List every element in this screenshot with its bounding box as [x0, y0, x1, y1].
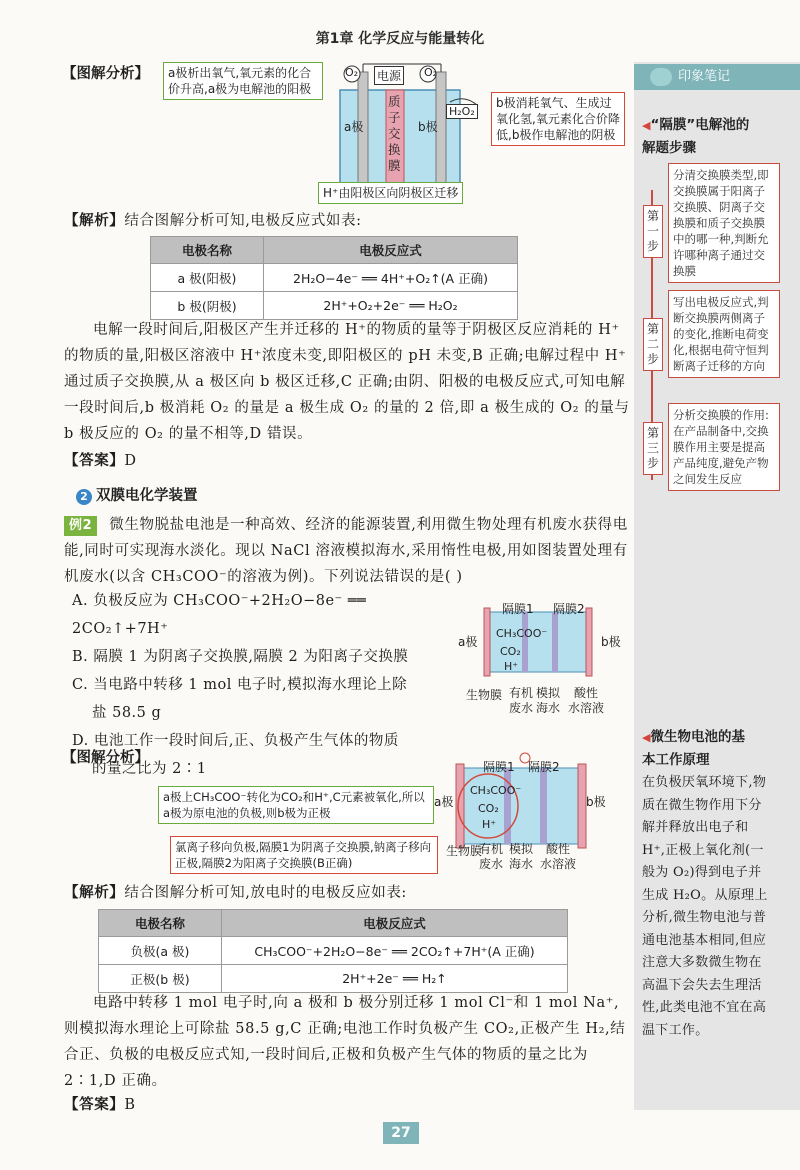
option-d: D. 电池工作一段时间后,正、负极产生气体的物质 [72, 733, 399, 749]
triangle-icon: ◀ [642, 119, 651, 132]
fig1-ch3coo: CH₃COO⁻ [496, 627, 548, 640]
table-row: a 极(阳极) 2H₂O−4e⁻ ══ 4H⁺+O₂↑(A 正确) [151, 264, 518, 292]
step-3-label: 第 三 步 [643, 422, 663, 475]
membrane1-label: 隔膜1 [502, 602, 534, 616]
reaction-table-2: 电极名称 电极反应式 负极(a 极) CH₃COO⁻+2H₂O−8e⁻ ══ 2CO₂↑+7H⁺(A 正确) 正极(b 极) 2H⁺+2e⁻ ══ H₂↑ [98, 909, 568, 993]
o2-right: O₂ [424, 66, 438, 79]
analysis-tag-2: 【图解分析】 [62, 750, 149, 766]
step-1-label: 第 一 步 [643, 205, 663, 258]
table-row: 正极(b 极) 2H⁺+2e⁻ ══ H₂↑ [99, 965, 568, 993]
answer-2: 【答案】B [64, 1097, 136, 1113]
fig2-organic: 有机 废水 [479, 842, 504, 871]
membrane2-label: 隔膜2 [553, 602, 585, 616]
example-label: 例2 [64, 516, 97, 536]
fig2-ch3coo: CH₃COO⁻ [470, 784, 522, 797]
fig2-b: b极 [586, 795, 606, 809]
answer-1: 【答案】D [64, 453, 137, 469]
table-row: b 极(阴极) 2H⁺+O₂+2e⁻ ══ H₂O₂ [151, 292, 518, 320]
callout-cathode: b极消耗氧气、生成过氧化氢,氧元素化合价降低,b极作电解池的阴极 [491, 92, 625, 146]
proton-membrane: 质子交换膜 [388, 94, 401, 173]
fig1-h: H⁺ [504, 660, 519, 673]
fig1-acid: 酸性 水溶液 [568, 686, 605, 715]
sidebar-section2-body: 在负极厌氧环境下,物质在微生物作用下分解并释放出电子和 H⁺,正极上氧化剂(一般为 O₂)得到电子并生成 H₂O。从原理上分析,微生物电池与普通电池基本相同,但应注意大多数微生物在高温下会失去生理活性,此类电池不宜在高温下工作。 [642, 775, 768, 1038]
paragraph-2: 电路中转移 1 mol 电子时,向 a 极和 b 极分别迁移 1 mol Cl⁻和 1 mol Na⁺,则模拟海水理论上可除盐 58.5 g,C 正确;电池工作时负极产生 CO₂,正极产生 H₂,结合正、负极的电极反应式知,一段时间后,正极和负极产生气体的物质的量之比为 2∶1,D 正确。 [64, 995, 626, 1089]
fig2-h: H⁺ [482, 818, 497, 831]
o2-left: O₂ [345, 66, 359, 79]
step-3-text: 分析交换膜的作用:在产品制备中,交换膜作用主要是提高产品纯度,避免产物之间发生反应 [668, 403, 780, 491]
electrode-a: a极 [344, 120, 364, 134]
fig2-biofilm: 生物膜 [446, 844, 483, 858]
option-b: B. 隔膜 1 为阴离子交换膜,隔膜 2 为阳离子交换膜 [72, 649, 409, 665]
sidebar-section2-title: ◀微生物电池的基 本工作原理 [642, 729, 745, 768]
fig1-biofilm: 生物膜 [466, 688, 503, 702]
jiexi-2: 【解析】结合图解分析可知,放电时的电极反应如表: [64, 885, 407, 901]
h2o2-label: H₂O₂ [446, 104, 478, 119]
callout-anode: a极析出氧气,氧元素的化合价升高,a极为电解池的阳极 [163, 62, 323, 100]
section2-title: 2 双膜电化学装置 [76, 484, 198, 505]
example2-question: 例2 微生物脱盐电池是一种高效、经济的能源装置,利用微生物处理有机废水获得电能,同时可实现海水淡化。现以 NaCl 溶液模拟海水,采用惰性电极,用如图装置处理有机废水(以含 CH₃COO⁻的溶液为例)。下列说法错误的是( ) [64, 517, 628, 585]
reaction-table-1: 电极名称 电极反应式 a 极(阳极) 2H₂O−4e⁻ ══ 4H⁺+O₂↑(A 正确) b 极(阴极) 2H⁺+O₂+2e⁻ ══ H₂O₂ [150, 236, 518, 320]
elephant-icon [650, 68, 672, 86]
fig2-seawater: 模拟 海水 [509, 842, 534, 871]
membrane1-label-2: 隔膜1 [483, 760, 515, 774]
callout-proton: H⁺由阳极区向阴极区迁移 [318, 182, 463, 204]
page-number: 27 [383, 1122, 419, 1144]
sidebar-section1-title: ◀“隔膜”电解池的 解题步骤 [642, 117, 750, 156]
fig2-acid: 酸性 水溶液 [540, 842, 577, 871]
callout-ions: 氯离子移向负极,隔膜1为阴离子交换膜,钠离子移向正极,隔膜2为阳离子交换膜(B正确) [170, 836, 438, 874]
fig2-co2: CO₂ [478, 802, 499, 815]
fig1-co2: CO₂ [500, 645, 521, 658]
option-d-cont: 的量之比为 2∶1 [92, 761, 207, 777]
step-2-label: 第 二 步 [643, 318, 663, 371]
option-c: C. 当电路中转移 1 mol 电子时,模拟海水理论上除 [72, 677, 408, 693]
option-a: A. 负极反应为 CH₃COO⁻+2H₂O−8e⁻ ══ 2CO₂↑+7H⁺ [72, 593, 367, 637]
jiexi-1: 【解析】结合图解分析可知,电极反应式如表: [64, 213, 362, 229]
table-row: 负极(a 极) CH₃COO⁻+2H₂O−8e⁻ ══ 2CO₂↑+7H⁺(A 正确) [99, 937, 568, 965]
electrode-b: b极 [418, 120, 438, 134]
fig2-a: a极 [434, 795, 454, 809]
callout-negative: a极上CH₃COO⁻转化为CO₂和H⁺,C元素被氧化,所以a极为原电池的负极,则b极为正极 [158, 786, 434, 824]
analysis-tag: 【图解分析】 [62, 66, 149, 82]
notes-title-bar [634, 64, 800, 90]
fig1-organic: 有机 废水 [509, 686, 534, 715]
membrane2-label-2: 隔膜2 [528, 760, 560, 774]
step-1-text: 分清交换膜类型,即交换膜属于阳离子交换膜、阴离子交换膜和质子交换膜中的哪一种,判断允许哪种离子通过交换膜 [668, 163, 780, 283]
triangle-icon: ◀ [642, 731, 651, 744]
paragraph-1: 电解一段时间后,阳极区产生并迁移的 H⁺的物质的量等于阴极区反应消耗的 H⁺的物质的量,阳极区溶液中 H⁺浓度未变,即阳极区的 pH 未变,B 正确;电解过程中 H⁺通过质子交换膜,从 a 极区向 b 极区迁移,C 正确;由阴、阳极的电极反应式,可知电解一段时间后,b 极消耗 O₂ 的量是 a 极生成 O₂ 的量的 2 倍,即 a 极生成的 O₂ 的量与 b 极反应的 O₂ 的量不相等,D 错误。 [64, 322, 630, 442]
fig1-b: b极 [601, 635, 621, 649]
option-c-cont: 盐 58.5 g [92, 705, 162, 721]
fig1-a: a极 [458, 635, 478, 649]
step-2-text: 写出电极反应式,判断交换膜两侧离子的变化,推断电荷变化,根据电荷守恒判断离子迁移的方向 [668, 290, 780, 378]
fig1-seawater: 模拟 海水 [536, 686, 561, 715]
chapter-header: 第1章 化学反应与能量转化 [315, 31, 485, 47]
power-source: 电源 [374, 66, 404, 85]
notes-title: 印象笔记 [678, 69, 731, 84]
